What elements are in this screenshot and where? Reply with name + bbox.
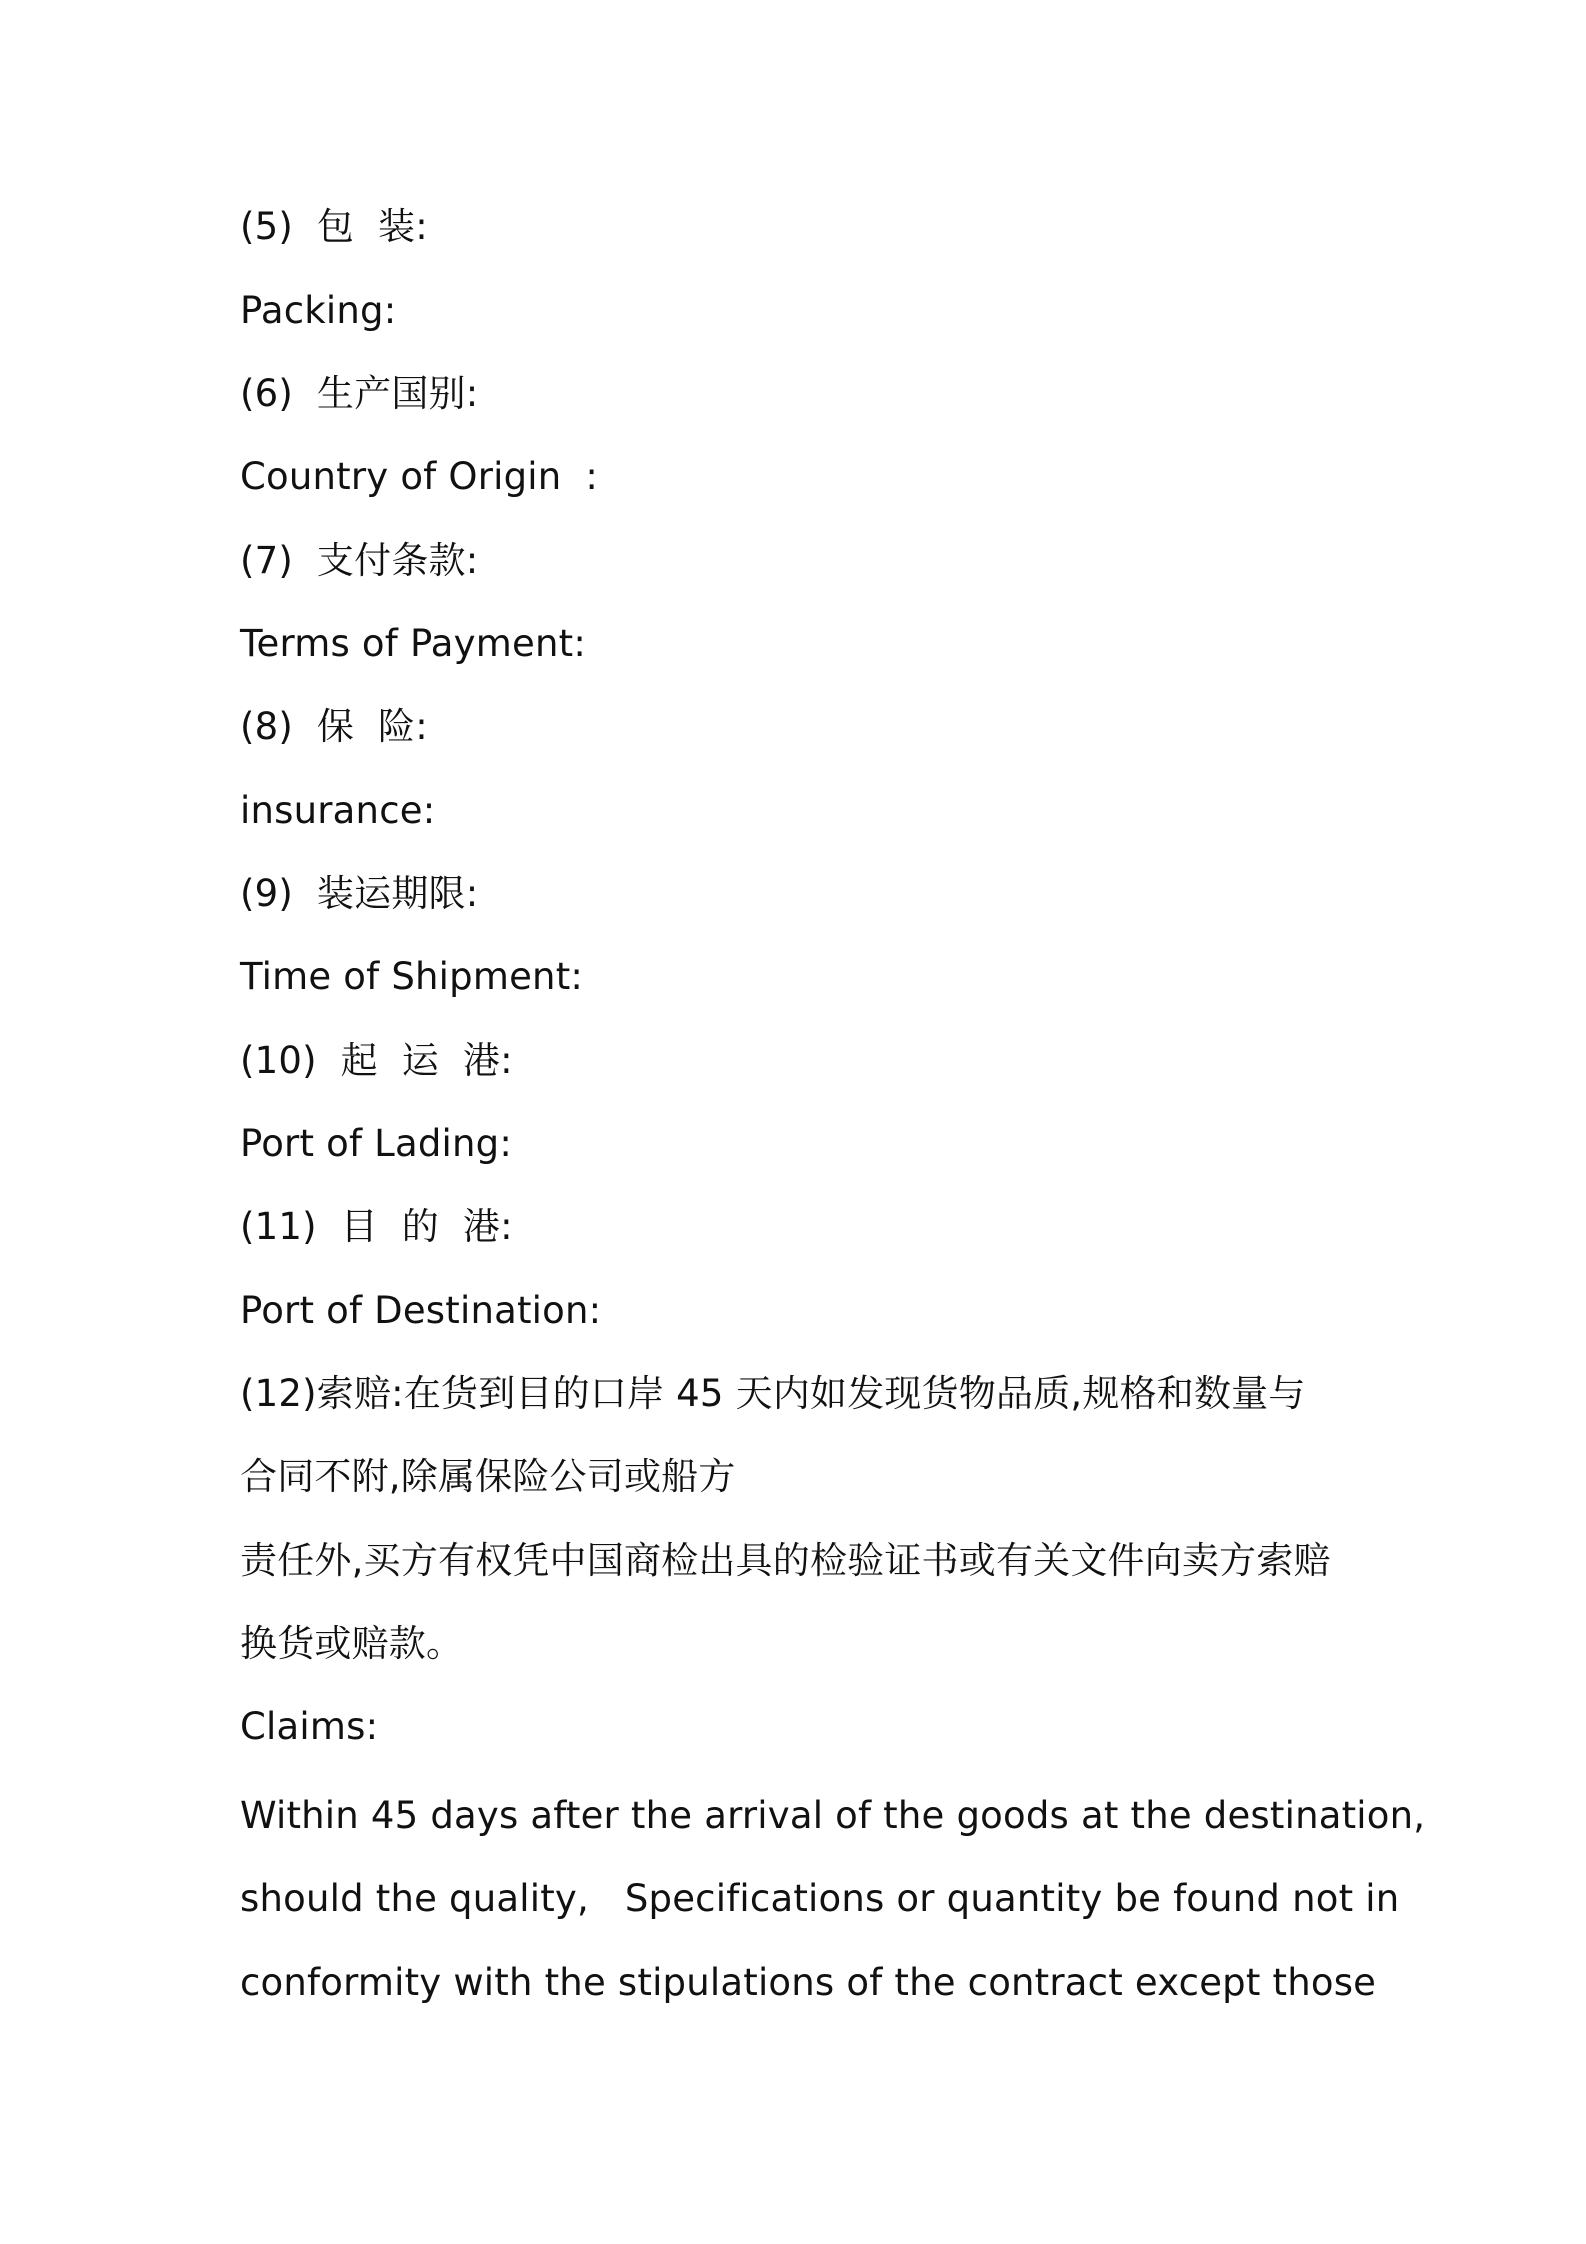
time-of-shipment-label: Time of Shipment: — [240, 955, 584, 998]
clause-6-origin-cn: (6) 生产国别: — [240, 372, 479, 415]
clause-7-payment-cn: (7) 支付条款: — [240, 539, 479, 582]
claims-text-line-2: should the quality, Specifications or quantity be found not in — [240, 1877, 1400, 1920]
claims-label: Claims: — [240, 1705, 379, 1748]
terms-of-payment-label: Terms of Payment: — [240, 622, 586, 665]
clause-5-packing-cn: (5) 包 装: — [240, 205, 428, 248]
clause-10-lading-cn: (10) 起 运 港: — [240, 1039, 513, 1082]
clause-12-claims-cn-line-2: 合同不附,除属保险公司或船方 — [240, 1455, 736, 1498]
insurance-label: insurance: — [240, 789, 436, 832]
clause-9-shipment-cn: (9) 装运期限: — [240, 872, 479, 915]
clause-12-claims-cn-line-1: (12)索赔:在货到目的口岸 45 天内如发现货物品质,规格和数量与 — [240, 1372, 1306, 1415]
clause-11-destination-cn: (11) 目 的 港: — [240, 1205, 513, 1248]
claims-text-line-1: Within 45 days after the arrival of the goods at the destination, — [240, 1794, 1426, 1837]
port-of-destination-label: Port of Destination: — [240, 1289, 602, 1332]
packing-label: Packing: — [240, 289, 397, 332]
port-of-lading-label: Port of Lading: — [240, 1122, 512, 1165]
claims-text-line-3: conformity with the stipulations of the contract except those — [240, 1961, 1377, 2004]
clause-8-insurance-cn: (8) 保 险: — [240, 705, 428, 748]
country-of-origin-label: Country of Origin : — [240, 455, 598, 498]
clause-12-claims-cn-line-4: 换货或赔款。 — [240, 1622, 464, 1665]
clause-12-claims-cn-line-3: 责任外,买方有权凭中国商检出具的检验证书或有关文件向卖方索赔 — [240, 1539, 1331, 1582]
